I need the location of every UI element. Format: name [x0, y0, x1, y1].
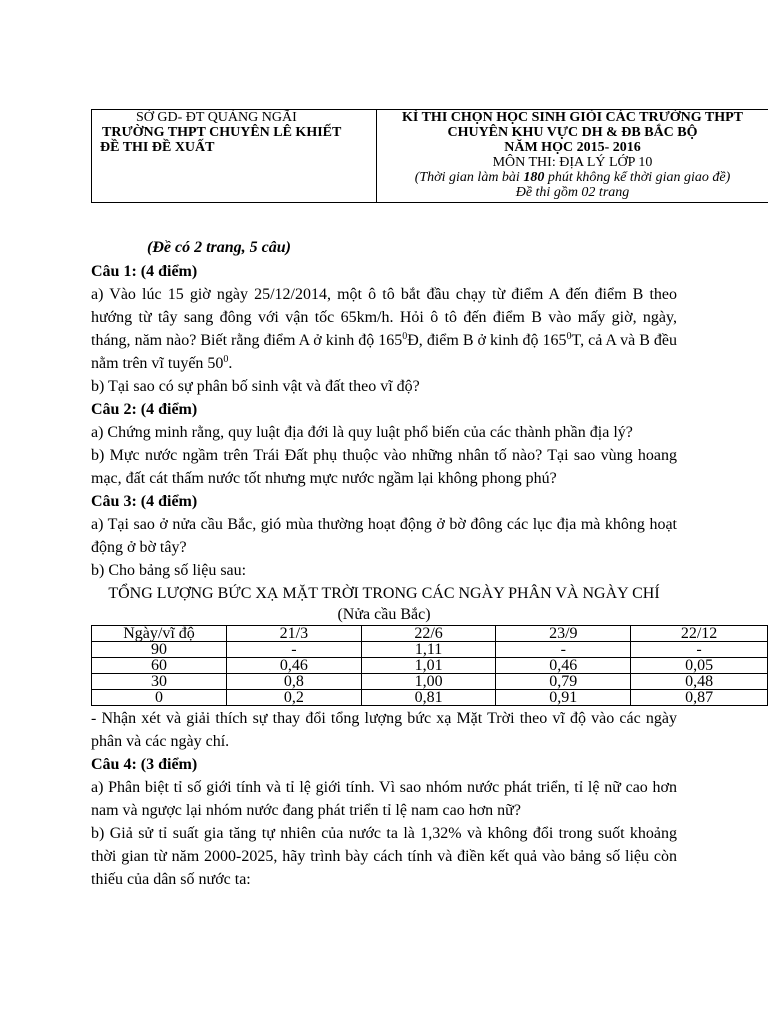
table-cell: -	[496, 642, 631, 658]
department-name: SỞ GD- ĐT QUẢNG NGÃI	[136, 110, 297, 125]
table-subtitle: (Nửa cầu Bắc)	[337, 606, 431, 623]
school-year: NĂM HỌC 2015- 2016	[504, 140, 641, 155]
table-header-cell: Ngày/vĩ độ	[92, 626, 227, 642]
table-cell: 90	[92, 642, 227, 658]
question-4b: b) Giả sử tỉ suất gia tăng tự nhiên của nước ta là 1,32% và không đổi trong suốt khoảng thời gian từ năm 2000-2025, hãy trình bày cách tính và điền kết quả vào bảng số liệu còn thiếu của dân số nước ta:	[91, 825, 677, 888]
header-right-cell	[377, 110, 768, 202]
table-header-cell: 23/9	[496, 626, 631, 642]
table-header-cell: 21/3	[227, 626, 362, 642]
exam-note: (Đề có 2 trang, 5 câu)	[147, 239, 291, 256]
exam-body	[91, 236, 718, 891]
table-cell: 30	[92, 674, 227, 690]
exam-region: CHUYÊN KHU VỰC DH & ĐB BẮC BỘ	[447, 125, 698, 140]
table-row	[92, 690, 768, 706]
question-2-title: Câu 2: (4 điểm)	[91, 401, 198, 418]
question-3b: b) Cho bảng số liệu sau:	[91, 562, 247, 579]
table-header-row	[92, 626, 768, 642]
question-4a: a) Phân biệt tỉ số giới tính và tỉ lệ giới tính. Vì sao nhóm nước phát triển, tỉ lệ nữ cao hơn nam và ngược lại nhóm nước đang phát triển tỉ lệ nam cao hơn nữ?	[91, 779, 677, 819]
table-cell: -	[631, 642, 768, 658]
table-cell: 0,46	[227, 658, 362, 674]
table-cell: 0,79	[496, 674, 631, 690]
table-cell: 0,81	[361, 690, 496, 706]
table-row	[92, 674, 768, 690]
table-cell: 1,00	[361, 674, 496, 690]
school-name: TRƯỜNG THPT CHUYÊN LÊ KHIẾT	[102, 125, 342, 140]
table-cell: 60	[92, 658, 227, 674]
table-cell: 0,87	[631, 690, 768, 706]
question-1b: b) Tại sao có sự phân bố sinh vật và đất theo vĩ độ?	[91, 378, 420, 395]
question-3-comment: - Nhận xét và giải thích sự thay đổi tổng lượng bức xạ Mặt Trời theo vĩ độ vào các ngày phân và các ngày chí.	[91, 710, 677, 750]
question-3-title: Câu 3: (4 điểm)	[91, 493, 198, 510]
table-cell: 0,48	[631, 674, 768, 690]
exam-title: KÌ THI CHỌN HỌC SINH GIỎI CÁC TRƯỜNG THPT	[402, 110, 743, 125]
table-cell: 0	[92, 690, 227, 706]
radiation-table	[91, 625, 768, 706]
table-row	[92, 642, 768, 658]
table-cell: 0,2	[227, 690, 362, 706]
table-cell: 1,01	[361, 658, 496, 674]
table-cell: -	[227, 642, 362, 658]
table-header-cell: 22/12	[631, 626, 768, 642]
table-header-cell: 22/6	[361, 626, 496, 642]
table-cell: 0,8	[227, 674, 362, 690]
question-1-title: Câu 1: (4 điểm)	[91, 263, 198, 280]
page-count: Đề thi gồm 02 trang	[515, 185, 630, 200]
question-3a: a) Tại sao ở nửa cầu Bắc, gió mùa thường hoạt động ở bờ đông các lục địa mà không hoạt động ở bờ tây?	[91, 516, 677, 556]
table-cell: 0,91	[496, 690, 631, 706]
subject: MÔN THI: ĐỊA LÝ LỚP 10	[492, 155, 653, 170]
header-left-cell	[92, 110, 377, 202]
question-2b: b) Mực nước ngầm trên Trái Đất phụ thuộc vào những nhân tố nào? Tại sao vùng hoang mạc, đất cát thấm nước tốt nhưng mực nước ngầm lại không phong phú?	[91, 447, 677, 487]
table-row	[92, 658, 768, 674]
question-1a: a) Vào lúc 15 giờ ngày 25/12/2014, một ô tô bắt đầu chạy từ điểm A đến điểm B theo hướng từ tây sang đông với vận tốc 65km/h. Hỏi ô tô đến điểm B vào mấy giờ, ngày, tháng, năm nào? Biết rằng điểm A ở kinh độ $165^0Đ$, điểm B ở kinh độ $165^0T$, cả A và B đều nằm trên vĩ tuyến $50^0$.	[91, 286, 678, 372]
proposed-exam-label: ĐỀ THI ĐỀ XUẤT	[100, 140, 215, 155]
table-title: TỔNG LƯỢNG BỨC XẠ MẶT TRỜI TRONG CÁC NGÀY PHÂN VÀ NGÀY CHÍ	[108, 585, 660, 602]
question-4-title: Câu 4: (3 điểm)	[91, 756, 198, 773]
exam-header	[91, 109, 768, 203]
question-2a: a) Chứng minh rằng, quy luật địa đới là quy luật phổ biến của các thành phần địa lý?	[91, 424, 633, 441]
table-cell: 0,05	[631, 658, 768, 674]
table-cell: 1,11	[361, 642, 496, 658]
exam-duration: (Thời gian làm bài 180 phút không kể thời gian giao đề)	[414, 170, 731, 185]
table-cell: 0,46	[496, 658, 631, 674]
